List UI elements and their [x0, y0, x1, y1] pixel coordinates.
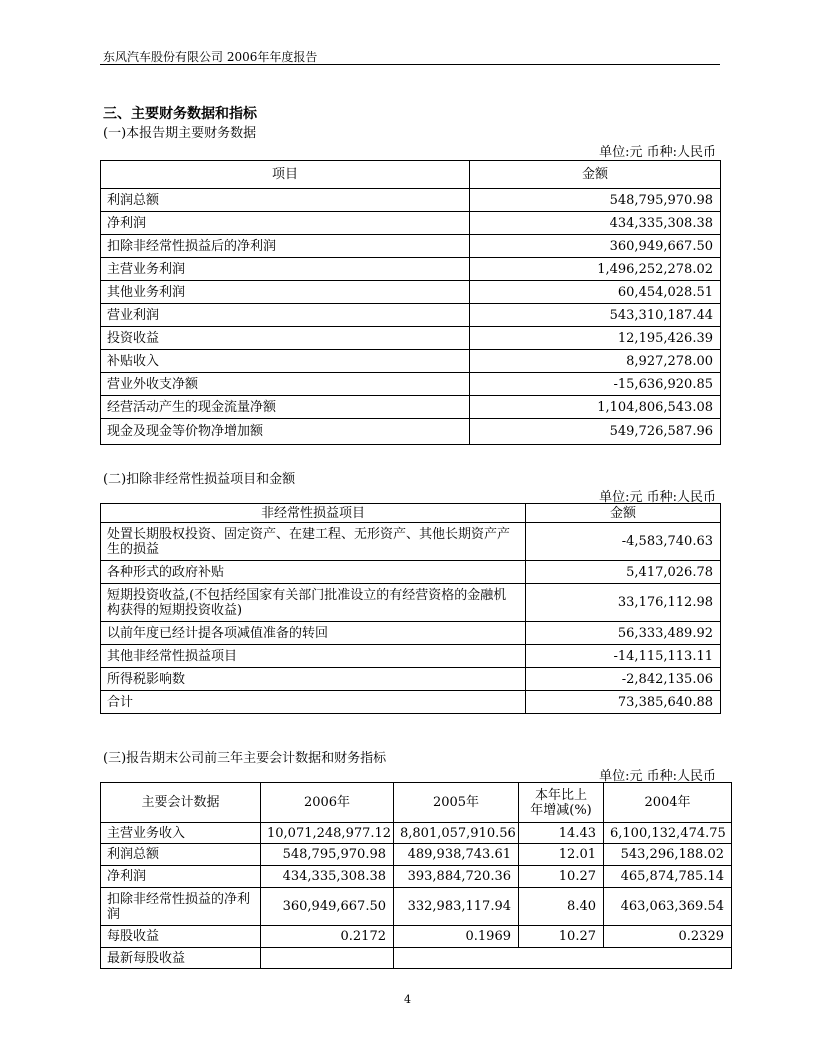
column-header-item: 主要会计数据	[101, 783, 261, 823]
row-merged-cell	[394, 948, 732, 969]
table-row	[101, 561, 721, 584]
part3-title: (三)报告期末公司前三年主要会计数据和财务指标	[103, 751, 387, 766]
part2-title: (二)扣除非经常性损益项目和金额	[103, 472, 296, 487]
part1-title: (一)本报告期主要财务数据	[103, 126, 257, 141]
row-item: 利润总额	[101, 189, 470, 212]
row-item: 其他业务利润	[101, 281, 470, 304]
three-year-data-table	[100, 782, 732, 969]
row-item: 处置长期股权投资、固定资产、在建工程、无形资产、其他长期资产产生的损益	[101, 523, 526, 561]
row-2005: 0.1969	[394, 926, 519, 948]
row-2006: 0.2172	[261, 926, 394, 948]
row-item: 补贴收入	[101, 350, 470, 373]
part3-unit: 单位:元 币种:人民币	[599, 769, 716, 784]
row-amount: 5,417,026.78	[526, 561, 721, 584]
row-amount: -4,583,740.63	[526, 523, 721, 561]
column-header-2004: 2004年	[604, 783, 732, 823]
column-header-amount: 金额	[526, 504, 721, 523]
row-2004: 6,100,132,474.75	[604, 823, 732, 844]
row-item: 营业外收支净额	[101, 373, 470, 396]
row-item: 所得税影响数	[101, 668, 526, 691]
column-header-item: 非经常性损益项目	[101, 504, 526, 523]
row-2004: 0.2329	[604, 926, 732, 948]
table-row	[101, 866, 732, 888]
row-amount: 1,496,252,278.02	[470, 258, 721, 281]
row-amount: 549,726,587.96	[470, 419, 721, 445]
non-recurring-items-table	[100, 503, 721, 714]
row-item: 净利润	[101, 212, 470, 235]
row-2004: 465,874,785.14	[604, 866, 732, 888]
row-amount: -2,842,135.06	[526, 668, 721, 691]
table-row	[101, 373, 721, 396]
part1-unit: 单位:元 币种:人民币	[599, 145, 716, 160]
row-item: 每股收益	[101, 926, 261, 948]
column-header-item: 项目	[101, 161, 470, 189]
table-row	[101, 888, 732, 926]
row-2006: 548,795,970.98	[261, 844, 394, 866]
table-row	[101, 948, 732, 969]
column-header-2005: 2005年	[394, 783, 519, 823]
table-row	[101, 823, 732, 844]
table-row	[101, 396, 721, 419]
column-header-amount: 金额	[470, 161, 721, 189]
row-amount: 56,333,489.92	[526, 622, 721, 645]
row-item: 投资收益	[101, 327, 470, 350]
row-amount: 33,176,112.98	[526, 584, 721, 622]
table-row	[101, 844, 732, 866]
table-row	[101, 327, 721, 350]
table-row	[101, 622, 721, 645]
row-amount: 543,310,187.44	[470, 304, 721, 327]
row-2006: 10,071,248,977.12	[261, 823, 394, 844]
row-amount: 548,795,970.98	[470, 189, 721, 212]
row-amount: 60,454,028.51	[470, 281, 721, 304]
table-row	[101, 926, 732, 948]
table-row	[101, 235, 721, 258]
row-item: 最新每股收益	[101, 948, 261, 969]
row-item: 主营业务利润	[101, 258, 470, 281]
row-item: 现金及现金等价物净增加额	[101, 419, 470, 445]
section-title: 三、主要财务数据和指标	[103, 106, 257, 122]
row-2004: 463,063,369.54	[604, 888, 732, 926]
row-2005: 393,884,720.36	[394, 866, 519, 888]
row-item: 营业利润	[101, 304, 470, 327]
table-row	[101, 258, 721, 281]
row-2006: 360,949,667.50	[261, 888, 394, 926]
table-row	[101, 523, 721, 561]
row-item: 扣除非经常性损益的净利润	[101, 888, 261, 926]
row-item: 合计	[101, 691, 526, 714]
row-2006: 434,335,308.38	[261, 866, 394, 888]
row-change: 12.01	[519, 844, 604, 866]
table-row	[101, 189, 721, 212]
document-header: 东风汽车股份有限公司 2006年年度报告	[103, 50, 318, 64]
table-row	[101, 668, 721, 691]
row-amount: -15,636,920.85	[470, 373, 721, 396]
row-change: 10.27	[519, 926, 604, 948]
row-change: 10.27	[519, 866, 604, 888]
table-row	[101, 645, 721, 668]
row-2006	[261, 948, 394, 969]
page-number: 4	[404, 993, 411, 1006]
row-amount: 12,195,426.39	[470, 327, 721, 350]
row-2004: 543,296,188.02	[604, 844, 732, 866]
row-item: 主营业务收入	[101, 823, 261, 844]
row-amount: 434,335,308.38	[470, 212, 721, 235]
row-item: 净利润	[101, 866, 261, 888]
row-item: 扣除非经常性损益后的净利润	[101, 235, 470, 258]
row-2005: 332,983,117.94	[394, 888, 519, 926]
row-amount: 1,104,806,543.08	[470, 396, 721, 419]
row-change: 14.43	[519, 823, 604, 844]
row-amount: -14,115,113.11	[526, 645, 721, 668]
row-2005: 8,801,057,910.56	[394, 823, 519, 844]
row-item: 其他非经常性损益项目	[101, 645, 526, 668]
column-header-change: 本年比上年增减(%)	[519, 783, 604, 823]
row-item: 利润总额	[101, 844, 261, 866]
row-item: 以前年度已经计提各项减值准备的转回	[101, 622, 526, 645]
main-financial-table	[100, 160, 721, 445]
table-row	[101, 691, 721, 714]
table-header-row	[101, 783, 732, 823]
column-header-2006: 2006年	[261, 783, 394, 823]
row-amount: 8,927,278.00	[470, 350, 721, 373]
table-row	[101, 419, 721, 445]
table-header-row	[101, 161, 721, 189]
header-rule	[100, 64, 720, 65]
row-item: 经营活动产生的现金流量净额	[101, 396, 470, 419]
row-amount: 73,385,640.88	[526, 691, 721, 714]
table-header-row	[101, 504, 721, 523]
row-amount: 360,949,667.50	[470, 235, 721, 258]
row-2005: 489,938,743.61	[394, 844, 519, 866]
row-item: 各种形式的政府补贴	[101, 561, 526, 584]
row-item: 短期投资收益,(不包括经国家有关部门批准设立的有经营资格的金融机构获得的短期投资收益)	[101, 584, 526, 622]
table-row	[101, 212, 721, 235]
table-row	[101, 584, 721, 622]
table-row	[101, 350, 721, 373]
table-row	[101, 304, 721, 327]
part2-unit: 单位:元 币种:人民币	[599, 490, 716, 505]
table-row	[101, 281, 721, 304]
row-change: 8.40	[519, 888, 604, 926]
